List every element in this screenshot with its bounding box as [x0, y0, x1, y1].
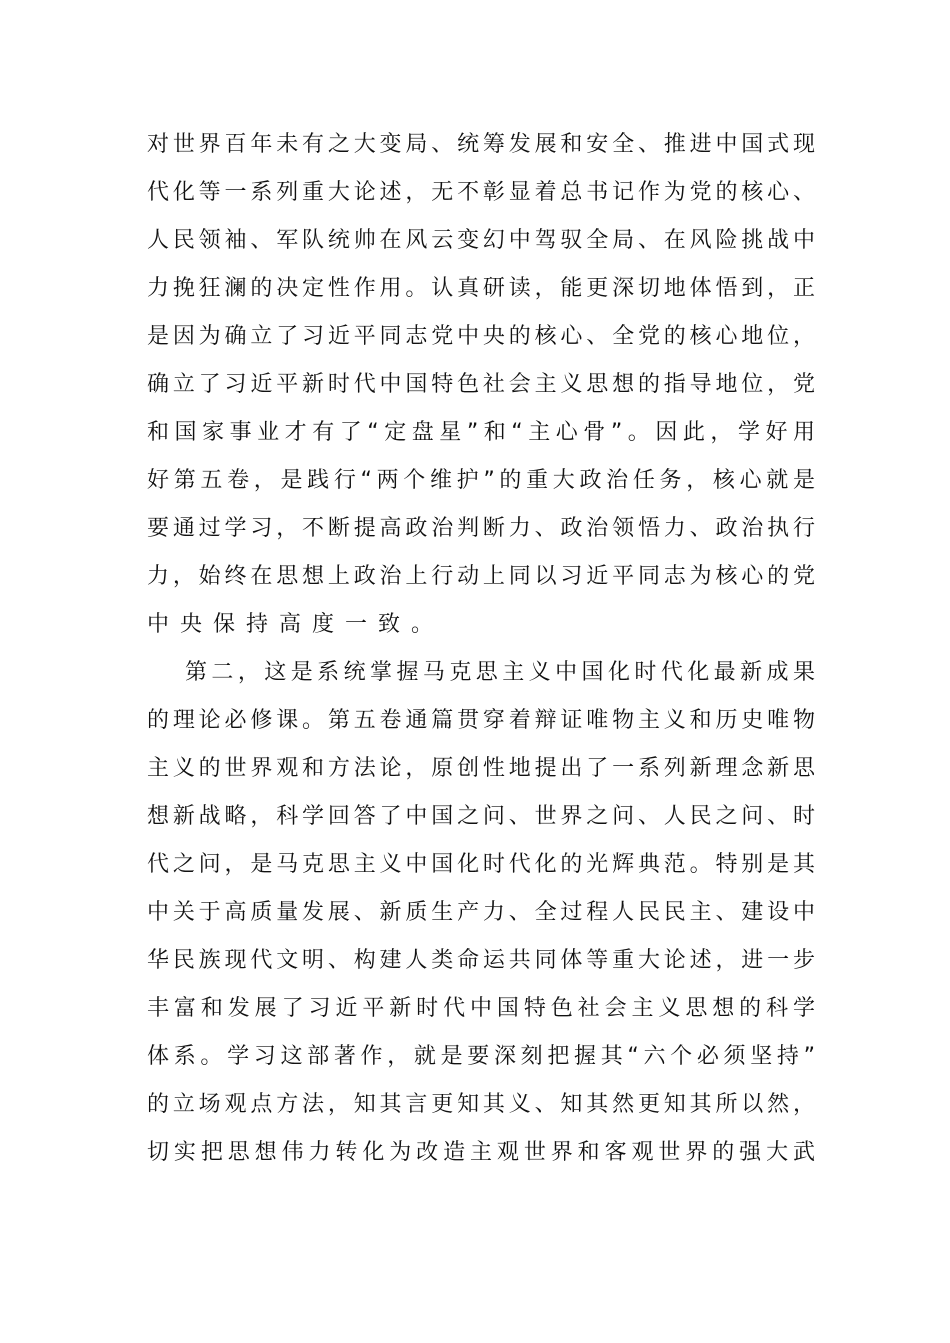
text-line: 中关于高质量发展、新质生产力、全过程人民民主、建设中	[147, 900, 815, 925]
text-line: 中央保持高度一致。	[147, 612, 445, 637]
text-line: 的理论必修课。第五卷通篇贯穿着辩证唯物主义和历史唯物	[147, 708, 815, 733]
body-text	[147, 129, 815, 1185]
text-line: 和国家事业才有了“定盘星”和“主心骨”。因此，学好用	[147, 420, 815, 445]
text-line: 体系。学习这部著作，就是要深刻把握其“六个必须坚持”	[147, 1044, 815, 1069]
text-line: 确立了习近平新时代中国特色社会主义思想的指导地位，党	[147, 372, 815, 397]
paragraph-1	[147, 129, 815, 657]
text-line: 代之问，是马克思主义中国化时代化的光辉典范。特别是其	[147, 852, 815, 877]
text-line: 想新战略，科学回答了中国之问、世界之问、人民之问、时	[147, 804, 815, 829]
text-line: 好第五卷，是践行“两个维护”的重大政治任务，核心就是	[147, 468, 815, 493]
text-line: 第二，这是系统掌握马克思主义中国化时代化最新成果	[185, 660, 815, 685]
text-line: 力挽狂澜的决定性作用。认真研读，能更深切地体悟到，正	[147, 276, 815, 301]
text-line: 力，始终在思想上政治上行动上同以习近平同志为核心的党	[147, 564, 815, 589]
text-line: 要通过学习，不断提高政治判断力、政治领悟力、政治执行	[147, 516, 815, 541]
text-line: 代化等一系列重大论述，无不彰显着总书记作为党的核心、	[147, 180, 815, 205]
text-line: 华民族现代文明、构建人类命运共同体等重大论述，进一步	[147, 948, 815, 973]
text-line: 是因为确立了习近平同志党中央的核心、全党的核心地位，	[147, 324, 815, 349]
text-line: 丰富和发展了习近平新时代中国特色社会主义思想的科学	[147, 996, 815, 1021]
text-line: 人民领袖、军队统帅在风云变幻中驾驭全局、在风险挑战中	[147, 228, 815, 253]
text-line: 对世界百年未有之大变局、统筹发展和安全、推进中国式现	[147, 132, 815, 157]
text-line: 主义的世界观和方法论，原创性地提出了一系列新理念新思	[147, 756, 815, 781]
text-line: 切实把思想伟力转化为改造主观世界和客观世界的强大武	[147, 1140, 815, 1165]
text-line: 的立场观点方法，知其言更知其义、知其然更知其所以然，	[147, 1092, 815, 1117]
paragraph-2	[147, 657, 815, 1185]
